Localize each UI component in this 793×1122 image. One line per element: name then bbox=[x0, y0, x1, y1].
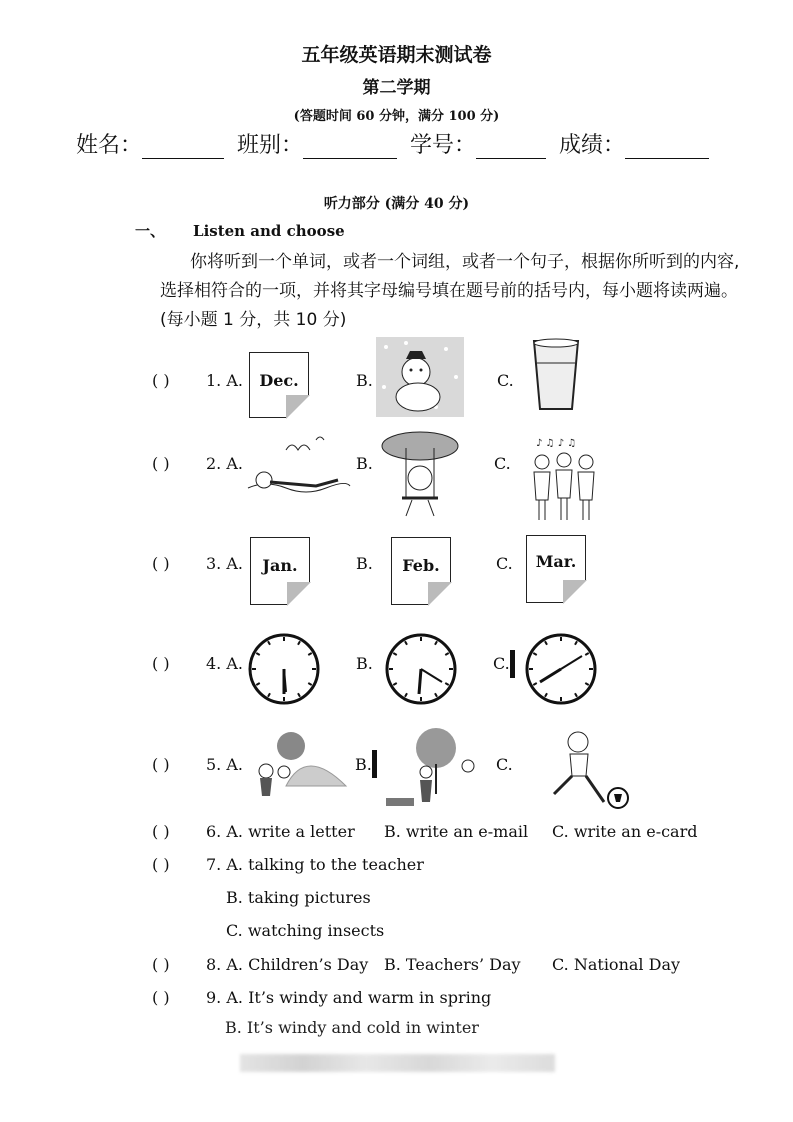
student-id-label: 学号： bbox=[410, 133, 477, 158]
answer-paren-5[interactable]: ( ) bbox=[152, 755, 170, 774]
q3-b-label: B. bbox=[356, 554, 373, 573]
glass-of-water-image bbox=[530, 337, 582, 413]
q7-option-a: 7. A. talking to the teacher bbox=[206, 855, 424, 874]
blurred-watermark bbox=[240, 1054, 555, 1072]
q7-option-b: B. taking pictures bbox=[226, 888, 371, 907]
swing-image bbox=[376, 428, 464, 518]
q8-option-a: 8. A. Children’s Day bbox=[206, 955, 369, 974]
q1-label: 1. A. bbox=[206, 371, 243, 390]
q7-option-c: C. watching insects bbox=[226, 921, 385, 940]
exam-time-note: (答题时间 60 分钟，满分 100 分) bbox=[293, 109, 500, 124]
q9-option-a: 9. A. It’s windy and warm in spring bbox=[206, 988, 492, 1007]
class-blank[interactable] bbox=[303, 134, 397, 159]
q4-c-label: C. bbox=[493, 654, 510, 673]
scan-mark bbox=[510, 650, 515, 678]
clock-c-icon bbox=[524, 632, 598, 706]
snowman-image bbox=[376, 337, 464, 417]
answer-paren-8[interactable]: ( ) bbox=[152, 955, 170, 974]
q3-a-card: Jan. bbox=[250, 537, 310, 605]
svg-text:♪ ♫ ♪ ♫: ♪ ♫ ♪ ♫ bbox=[536, 438, 577, 449]
q1-a-card: Dec. bbox=[249, 352, 309, 418]
q6-option-b: B. write an e-mail bbox=[384, 822, 529, 841]
q3-c-label: C. bbox=[496, 554, 513, 573]
score-blank[interactable] bbox=[625, 134, 709, 159]
student-id-blank[interactable] bbox=[476, 134, 546, 159]
q5-c-label: C. bbox=[496, 755, 513, 774]
answer-paren-4[interactable]: ( ) bbox=[152, 654, 170, 673]
answer-paren-2[interactable]: ( ) bbox=[152, 454, 170, 473]
q2-label: 2. A. bbox=[206, 454, 243, 473]
q3-c-card: Mar. bbox=[526, 535, 586, 603]
card-fold-corner bbox=[287, 582, 311, 606]
singing-children-image bbox=[526, 432, 604, 524]
clock-b-icon bbox=[384, 632, 458, 706]
q5-b-label: B. bbox=[355, 755, 372, 774]
q9-option-b-cut-off: B. It’s windy and cold in winter bbox=[225, 1018, 479, 1037]
name-blank[interactable] bbox=[142, 134, 224, 159]
boy-playing-football-image bbox=[530, 728, 630, 810]
answer-paren-7[interactable]: ( ) bbox=[152, 855, 170, 874]
q8-option-b: B. Teachers’ Day bbox=[384, 955, 521, 974]
q4-label: 4. A. bbox=[206, 654, 243, 673]
q1-b-label: B. bbox=[356, 371, 373, 390]
q2-c-label: C. bbox=[494, 454, 511, 473]
q8-option-c: C. National Day bbox=[552, 955, 681, 974]
q4-b-label: B. bbox=[356, 654, 373, 673]
student-info-row bbox=[76, 128, 722, 159]
q3-label: 3. A. bbox=[206, 554, 243, 573]
answer-paren-6[interactable]: ( ) bbox=[152, 822, 170, 841]
q1-c-label: C. bbox=[497, 371, 514, 390]
part-title: Listen and choose bbox=[193, 222, 345, 240]
exam-subtitle: 第二学期 bbox=[362, 78, 431, 98]
answer-paren-9[interactable]: ( ) bbox=[152, 988, 170, 1007]
answer-paren-3[interactable]: ( ) bbox=[152, 554, 170, 573]
swimming-image bbox=[246, 430, 352, 504]
score-label: 成绩： bbox=[559, 133, 626, 158]
planting-trees-image bbox=[384, 724, 484, 810]
exam-title: 五年级英语期末测试卷 bbox=[301, 44, 492, 66]
clock-a-icon bbox=[247, 632, 321, 706]
class-label: 班别： bbox=[237, 133, 304, 158]
q6-option-c: C. write an e-card bbox=[552, 822, 698, 841]
children-tree-image bbox=[246, 726, 352, 808]
name-label: 姓名： bbox=[76, 133, 143, 158]
part-one-heading bbox=[135, 220, 345, 241]
card-fold-corner bbox=[428, 582, 452, 606]
card-fold-corner bbox=[563, 580, 587, 604]
q2-b-label: B. bbox=[356, 454, 373, 473]
listening-section-title: 听力部分 (满分 40 分) bbox=[323, 196, 470, 212]
answer-paren-1[interactable]: ( ) bbox=[152, 371, 170, 390]
instructions: 你将听到一个单词，或者一个词组，或者一个句子，根据你所听到的内容, 选择相符合的一项，并将其字母编号填在题号前的括号内，每小题将读两遍。(每小题 1 分，共 10 分) bbox=[160, 252, 740, 330]
card-fold-corner bbox=[286, 395, 310, 419]
q3-b-card: Feb. bbox=[391, 537, 451, 605]
part-number: 一、 bbox=[135, 222, 166, 240]
scan-mark bbox=[372, 750, 377, 778]
q5-label: 5. A. bbox=[206, 755, 243, 774]
q6-option-a: 6. A. write a letter bbox=[206, 822, 355, 841]
